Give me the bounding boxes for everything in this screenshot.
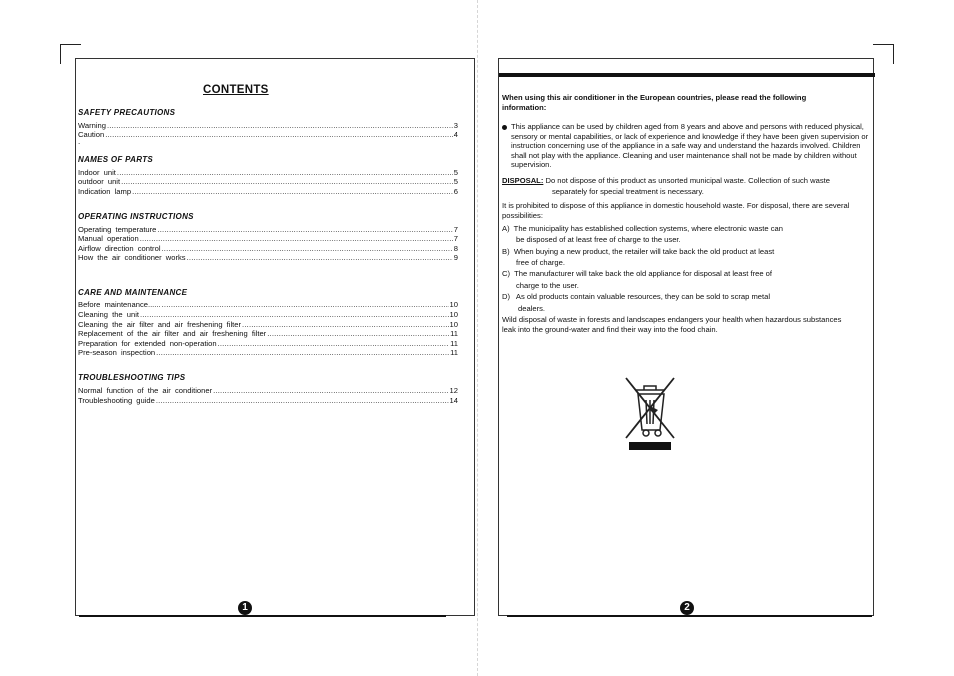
disposal-text-1: Do not dispose of this product as unsorted municipal waste. Collection of such waste — [545, 176, 830, 185]
option-d-line1: D) As old products contain valuable resources, they can be sold to scrap metal — [502, 292, 771, 301]
toc-item[interactable]: Indication lamp ..... 6 — [78, 187, 458, 197]
toc-item[interactable]: Airflow direction control ..... 8 — [78, 244, 458, 254]
toc-item[interactable]: Manual operation ..... 7 — [78, 234, 458, 244]
option-c-line2: charge to the user. — [516, 281, 579, 290]
toc-item[interactable]: Cleaning the air filter and air freshening filter ..... 10 — [78, 320, 458, 330]
toc-item[interactable]: Operating temperature ..... 7 — [78, 225, 458, 235]
page-number-right: 2 — [680, 601, 694, 615]
disposal-line-2: separately for special treatment is necessary. — [552, 187, 704, 196]
toc-item[interactable]: Normal function of the air conditioner ..... 12 — [78, 386, 458, 396]
option-c-line1: C) The manufacturer will take back the old appliance for disposal at least free of — [502, 269, 773, 278]
crop-mark-tr-h — [873, 44, 894, 45]
section-heading-troubleshooting: TROUBLESHOOTING TIPS — [78, 373, 186, 382]
disposal-label: DISPOSAL: — [502, 176, 544, 185]
section-heading-operating: OPERATING INSTRUCTIONS — [78, 212, 194, 221]
option-d-line2: dealers. — [518, 304, 546, 313]
intro-text: When using this air conditioner in the European countries, please read the following information: — [502, 93, 807, 112]
toc-item[interactable]: Replacement of the air filter and air freshening filter ..... 11 — [78, 329, 458, 339]
toc-item[interactable]: Pre-season inspection ..... 11 — [78, 348, 458, 358]
stray-mark: . — [78, 137, 81, 146]
crop-mark-tl-v — [60, 44, 61, 64]
footer-rule-left — [79, 615, 446, 617]
closing-text: Wild disposal of waste in forests and landscapes endangers your health when hazardous substances leak into the ground-water and find their way into the food chain. — [502, 315, 842, 334]
toc-item[interactable]: Warning ..... 3 — [78, 121, 458, 131]
page-title: CONTENTS — [203, 84, 269, 96]
section-heading-care: CARE AND MAINTENANCE — [78, 288, 188, 297]
disposal-line-1 — [502, 176, 872, 186]
crop-mark-tr-v — [893, 44, 894, 64]
option-b-line2: free of charge. — [516, 258, 565, 267]
toc-item[interactable]: Indoor unit ..... 5 — [78, 168, 458, 178]
section-heading-parts: NAMES OF PARTS — [78, 155, 154, 164]
toc-item[interactable]: outdoor unit ..... 5 — [78, 177, 458, 187]
bullet-text: This appliance can be used by children aged from 8 years and above and persons with reduced physical, sensory or mental capabilities, or lack of experience and knowledge if they have been given supervision or instruction concerning use of the appliance in a safe way and understand the hazards involved. Children shall not play with the appliance. Cleaning and user maintenance shall not be made by children without supervision. — [511, 122, 869, 170]
toc-item[interactable]: How the air conditioner works ..... 9 — [78, 253, 458, 263]
section-heading-safety: SAFETY PRECAUTIONS — [78, 108, 176, 117]
toc-item[interactable]: Troubleshooting guide ..... 14 — [78, 396, 458, 406]
option-a-line2: be disposed of at least free of charge to the user. — [516, 235, 681, 244]
toc-item[interactable]: Preparation for extended non-operation ..... 11 — [78, 339, 458, 349]
option-b-line1: B) When buying a new product, the retailer will take back the old product at least — [502, 247, 775, 256]
page-number-left: 1 — [238, 601, 252, 615]
crop-mark-tl-h — [60, 44, 81, 45]
fold-line — [477, 0, 478, 676]
toc-item[interactable]: Cleaning the unit ..... 10 — [78, 310, 458, 320]
option-a-line1: A) The municipality has established collection systems, where electronic waste can — [502, 224, 783, 233]
bullet-icon — [502, 125, 507, 130]
toc-item[interactable]: Before maintenance...... ..... 10 — [78, 300, 458, 310]
crossed-out-wheelie-bin-icon — [624, 376, 676, 452]
toc-item[interactable]: Caution ..... 4 — [78, 130, 458, 140]
prohibited-text: It is prohibited to dispose of this appliance in domestic household waste. For disposal, there are several possibilities: — [502, 201, 850, 220]
header-rule-right — [499, 73, 875, 77]
footer-rule-right — [507, 615, 872, 617]
